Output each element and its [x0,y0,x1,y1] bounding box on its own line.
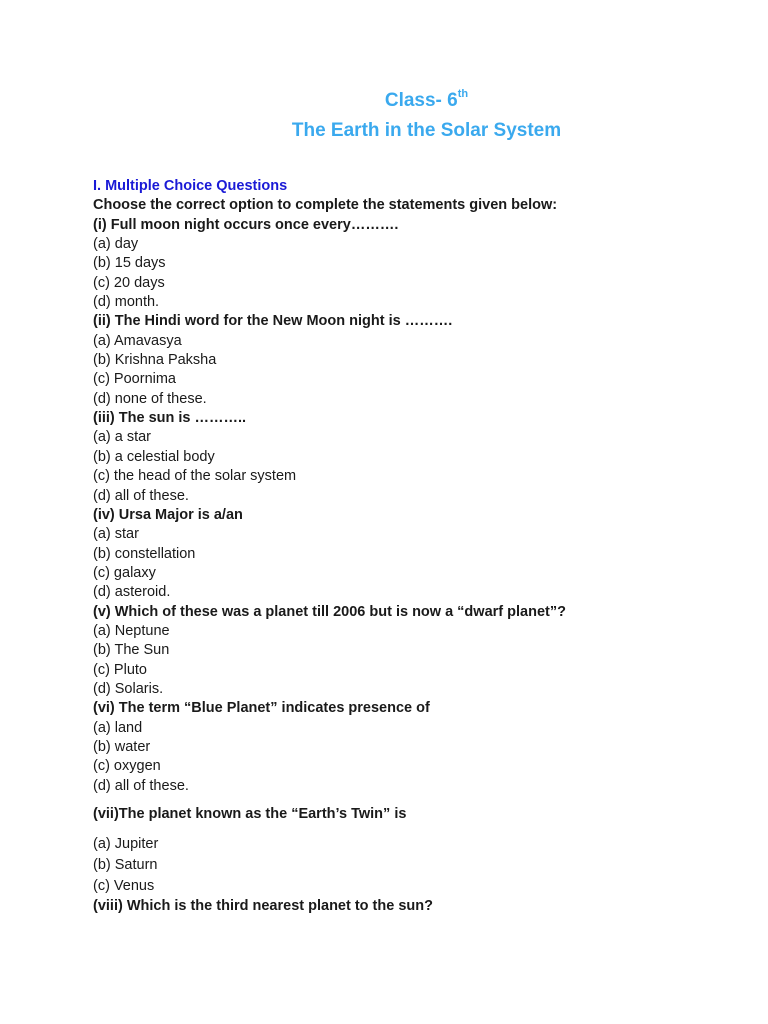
document-title: The Earth in the Solar System [291,120,562,141]
option-text: (b) Saturn [93,857,158,874]
option-text: (d) asteroid. [93,584,171,601]
instruction-text: Choose the correct option to complete the statements given below: [93,197,558,214]
option-text: (d) Solaris. [93,680,164,697]
option-text: (b) 15 days [93,255,166,272]
option-text: (c) the head of the solar system [93,468,297,485]
option-text: (b) water [93,738,151,755]
option-text: (a) star [93,526,139,543]
question-text: (i) Full moon night occurs once every………. [93,216,399,233]
option-text: (b) constellation [93,545,196,562]
question-text: (v) Which of these was a planet till 2006 but is now a “dwarf planet”? [93,603,566,620]
question-text: (iii) The sun is ……….. [93,410,247,427]
title-block [0,86,768,146]
option-text: (a) day [93,236,139,253]
question-text: (iv) Ursa Major is a/an [93,506,243,523]
section-heading: I. Multiple Choice Questions [93,178,288,194]
question-text: (ii) The Hindi word for the New Moon night is ………. [93,313,453,330]
option-text: (b) a celestial body [93,448,215,465]
question-text: (viii) Which is the third nearest planet to the sun? [93,898,433,915]
option-text: (b) Krishna Paksha [93,352,217,369]
option-text: (c) Pluto [93,661,147,678]
question-text: (vii)The planet known as the “Earth’s Twin” is [93,806,407,822]
question-content [93,177,713,917]
class-label: Class- 6 [384,90,458,111]
option-text: (c) galaxy [93,564,156,581]
option-text: (d) none of these. [93,390,207,407]
option-text: (a) land [93,719,143,736]
option-text: (d) all of these. [93,487,189,504]
option-text: (a) a star [93,429,152,446]
option-text: (c) Venus [93,878,155,895]
option-text: (a) Amavasya [93,332,182,349]
option-text: (c) Poornima [93,371,176,388]
option-text: (c) 20 days [93,274,165,291]
option-text: (a) Jupiter [93,836,159,853]
option-text: (a) Neptune [93,622,170,639]
class-heading [0,86,768,116]
option-text: (c) oxygen [93,758,161,775]
class-superscript: th [457,88,469,100]
question-text: (vi) The term “Blue Planet” indicates presence of [93,700,430,717]
option-text: (d) month. [93,294,160,311]
option-text: (d) all of these. [93,777,189,794]
option-text: (b) The Sun [93,642,170,659]
